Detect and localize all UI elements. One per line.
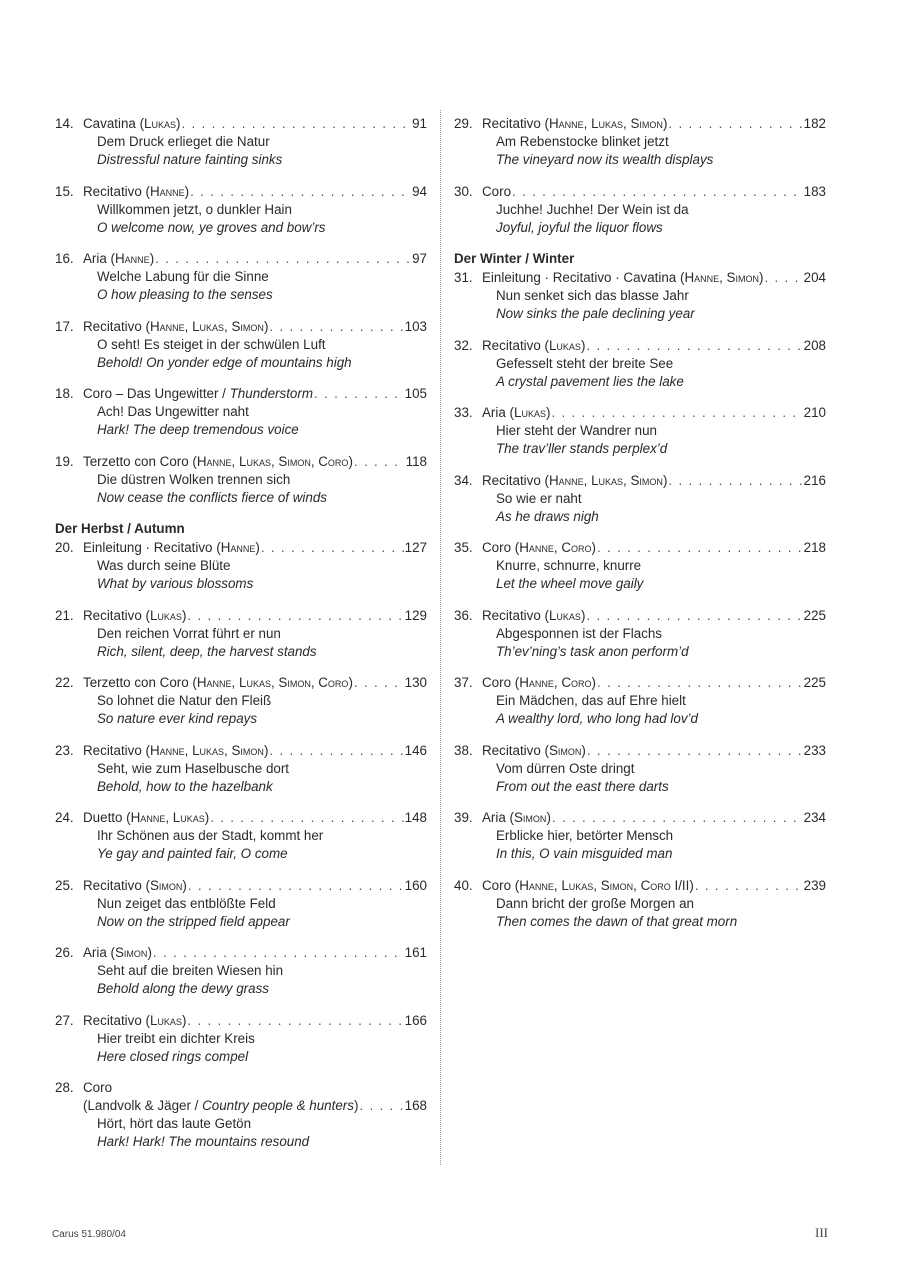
entry-english-text: A wealthy lord, who long had lov’d (496, 711, 698, 726)
entry-heading-line (454, 183, 826, 201)
entry-page: 161 (404, 945, 427, 960)
leader-dots (586, 607, 802, 625)
entry-german-text: Juchhe! Juchhe! Der Wein ist da (496, 201, 689, 217)
entry-german-text: O seht! Es steiget in der schwülen Luft (97, 336, 326, 352)
entry-number: 33. (454, 405, 473, 420)
entry-page: 129 (404, 607, 427, 623)
entry-german-text: Ihr Schönen aus der Stadt, kommt her (97, 828, 324, 843)
entry-number: 21. (55, 607, 74, 623)
toc-entry-28 (55, 1079, 427, 1151)
entry-german-text: Nun senket sich das blasse Jahr (496, 288, 689, 303)
entry-english-text: Ye gay and painted fair, O come (97, 846, 288, 861)
entry-english-text: Behold, how to the hazelbank (97, 778, 273, 794)
entry-english-text: A crystal pavement lies the lake (496, 373, 684, 389)
toc-entry (55, 385, 427, 439)
toc-entry (454, 539, 826, 593)
entry-german-text: Abgesponnen ist der Flachs (496, 625, 662, 641)
entry-german-text: Seht, wie zum Haselbusche dort (97, 760, 290, 776)
entry-heading-line (55, 318, 427, 336)
entry-german-text: Vom dürren Oste dringt (496, 760, 635, 776)
toc-entry (454, 742, 826, 796)
section-heading-winter: Der Winter / Winter (454, 251, 575, 266)
entry-heading-line (55, 877, 427, 895)
entry-title: Duetto (Hanne, Lukas) (83, 810, 210, 825)
entry-number: 29. (454, 116, 473, 131)
toc-entry (454, 809, 826, 863)
leader-dots (354, 674, 404, 692)
leader-dots (512, 183, 803, 201)
entry-heading-line (55, 809, 427, 827)
entry-title: Recitativo (Lukas) (482, 607, 586, 623)
entry-heading-line (454, 269, 826, 287)
entry-heading-line (454, 607, 826, 625)
page-number: III (815, 1225, 828, 1240)
entry-number: 27. (55, 1012, 74, 1028)
leader-dots (587, 742, 803, 760)
entry-english-text: Now sinks the pale declining year (496, 306, 695, 321)
leader-dots (314, 385, 404, 403)
entry-title: Coro (Hanne, Lukas, Simon, Coro I/II) (482, 877, 694, 893)
entry-heading-line (454, 809, 826, 827)
entry-english-text: O welcome now, ye groves and bow’rs (97, 219, 326, 235)
entry-german-text: So wie er naht (496, 490, 582, 506)
entry-page: 216 (803, 472, 826, 488)
leader-dots (153, 944, 404, 962)
entry-number: 34. (454, 472, 473, 488)
entry-page: 97 (412, 251, 427, 266)
toc-entry (55, 318, 427, 372)
entry-number: 15. (55, 183, 74, 199)
entry-page: 233 (803, 742, 826, 758)
entry-german-text: Willkommen jetzt, o dunkler Hain (97, 201, 292, 217)
entry-title: Recitativo (Hanne, Lukas, Simon) (83, 318, 269, 334)
entry-english-text: Let the wheel move gaily (496, 576, 644, 591)
entry-page: 103 (404, 318, 427, 334)
entry-german-text: Den reichen Vorrat führt er nun (97, 625, 281, 641)
entry-english-text: Here closed rings compel (97, 1048, 249, 1064)
entry-page: 105 (404, 386, 427, 401)
entry-heading-line (454, 539, 826, 557)
entry-page: 239 (803, 877, 826, 893)
leader-dots (597, 674, 803, 692)
entry-english-text: Then comes the dawn of that great morn (496, 913, 738, 929)
entry-page: 94 (412, 183, 427, 199)
leader-dots (551, 404, 802, 422)
entry-number: 35. (454, 540, 473, 555)
entry-german-text: Ach! Das Ungewitter naht (97, 404, 249, 419)
entry-number: 40. (454, 877, 473, 893)
entry-title: Aria (Hanne) (83, 251, 155, 266)
toc-entry (454, 337, 826, 391)
toc-entry (454, 607, 826, 661)
entry-german-text: Dann bricht der große Morgen an (496, 895, 694, 911)
leader-dots (210, 809, 403, 827)
entry-number: 16. (55, 251, 74, 266)
entry-english-text: Now cease the conflicts fierce of winds (97, 489, 327, 505)
entry-title: Einleitung · Recitativo (Hanne) (83, 540, 260, 555)
entry-english-text: O how pleasing to the senses (97, 287, 273, 302)
toc-entry (454, 183, 826, 237)
entries-left-a (55, 115, 427, 507)
entry-title: Coro (83, 1080, 113, 1095)
entry-heading-line (55, 944, 427, 962)
entry-german-text: Hört, hört das laute Getön (97, 1116, 252, 1131)
entry-page: 183 (803, 183, 826, 199)
toc-entry (55, 742, 427, 796)
leader-dots (269, 742, 403, 760)
entry-number: 36. (454, 607, 473, 623)
entry-page: 234 (803, 810, 826, 825)
entry-title: Terzetto con Coro (Hanne, Lukas, Simon, Coro) (83, 675, 353, 690)
entry-german-text: Was durch seine Blüte (97, 558, 231, 573)
entry-english-text: Hark! The deep tremendous voice (97, 422, 299, 437)
entry-title: Recitativo (Simon) (83, 877, 187, 893)
leader-dots (552, 809, 803, 827)
entry-number: 18. (55, 386, 74, 401)
entry-english-text: From out the east there darts (496, 778, 669, 794)
entry-title: Coro (Hanne, Coro) (482, 540, 596, 555)
entry-title: Coro (482, 183, 512, 199)
entry-number: 19. (55, 453, 74, 469)
entry-title: Recitativo (Lukas) (482, 337, 586, 353)
entry-page: 127 (404, 540, 427, 555)
entry-german-text: Hier treibt ein dichter Kreis (97, 1030, 255, 1046)
entry-heading-line (55, 115, 427, 133)
entry-number: 28. (55, 1080, 74, 1095)
entry-german-text: Gefesselt steht der breite See (496, 355, 674, 371)
entry-number: 39. (454, 810, 473, 825)
entry-page: 146 (404, 742, 427, 758)
entry-page: 148 (404, 810, 427, 825)
entry-english-text: Distressful nature fainting sinks (97, 152, 283, 167)
entry-page: 91 (412, 116, 427, 131)
leader-dots (359, 1097, 403, 1115)
toc-entry (55, 453, 427, 507)
entry-title: Recitativo (Hanne) (83, 183, 190, 199)
toc-entry (55, 607, 427, 661)
entry-english-text: What by various blossoms (97, 576, 254, 591)
toc-entry (454, 674, 826, 728)
toc-entry (454, 472, 826, 526)
entry-title: Recitativo (Hanne, Lukas, Simon) (83, 742, 269, 758)
leader-dots (187, 607, 403, 625)
entry-german-text: Seht auf die breiten Wiesen hin (97, 963, 284, 978)
entry-english-text: Th’ev’ning’s task anon perform’d (496, 643, 689, 659)
leader-dots (155, 250, 411, 268)
entry-title: Coro (Hanne, Coro) (482, 675, 596, 690)
entry-english-text: As he draws nigh (496, 508, 599, 524)
right-column (454, 115, 826, 944)
leader-dots (187, 1012, 403, 1030)
entry-number: 31. (454, 270, 473, 285)
entry-english-text: In this, O vain misguided man (496, 846, 673, 861)
entry-heading-line (454, 404, 826, 422)
entry-german-text: Ein Mädchen, das auf Ehre hielt (496, 693, 686, 708)
toc-entry (454, 877, 826, 931)
leader-dots (181, 115, 411, 133)
catalog-number: Carus 51.980/04 (52, 1229, 126, 1240)
entry-number: 30. (454, 183, 473, 199)
toc-entry (55, 183, 427, 237)
entry-german-text: Hier steht der Wandrer nun (496, 423, 658, 438)
entry-heading-line (454, 877, 826, 895)
entry-title: Recitativo (Hanne, Lukas, Simon) (482, 116, 668, 131)
entry-page: 166 (404, 1012, 427, 1028)
entry-german-text: So lohnet die Natur den Fleiß (97, 693, 272, 708)
leader-dots (597, 539, 803, 557)
entry-page: 182 (803, 116, 826, 131)
toc-entry (55, 944, 427, 998)
entry-english-text: Joyful, joyful the liquor flows (496, 219, 663, 235)
entry-english-text: Rich, silent, deep, the harvest stands (97, 643, 317, 659)
toc-entry (55, 115, 427, 169)
entry-title: Coro – Das Ungewitter / Thunderstorm (83, 386, 313, 401)
leader-dots (668, 472, 802, 490)
entry-english-text: Behold along the dewy grass (97, 981, 269, 996)
entry-heading-line (55, 453, 427, 471)
entry-number: 24. (55, 810, 74, 825)
leader-dots (190, 183, 411, 201)
entry-page: 225 (803, 675, 826, 690)
entry-page: 225 (803, 607, 826, 623)
entry-heading-line (55, 742, 427, 760)
entry-title: Einleitung · Recitativo · Cavatina (Hanne, Simon) (482, 270, 764, 285)
entry-title: Recitativo (Simon) (482, 742, 586, 758)
entry-english-text: Behold! On yonder edge of mountains high (97, 354, 352, 370)
entries-right-a (454, 115, 826, 237)
column-divider (440, 110, 441, 1165)
entry-heading-line (454, 472, 826, 490)
leader-dots (695, 877, 803, 895)
entry-page: 118 (405, 453, 427, 469)
entry-english-text: So nature ever kind repays (97, 711, 258, 726)
entry-number: 23. (55, 742, 74, 758)
entry-number: 26. (55, 945, 74, 960)
leader-dots (269, 318, 403, 336)
entry-heading-line (454, 742, 826, 760)
entry-title-cont: (Landvolk & Jäger / Country people & hunters) (83, 1098, 359, 1113)
entry-page: 208 (803, 337, 826, 353)
leader-dots (668, 115, 802, 133)
entry-title: Cavatina (Lukas) (83, 116, 181, 131)
entries-left-b (55, 539, 427, 1066)
leader-dots (261, 539, 404, 557)
left-column (55, 115, 427, 1165)
entry-german-text: Nun zeiget das entblößte Feld (97, 895, 276, 911)
entry-german-text: Dem Druck erlieget die Natur (97, 134, 270, 149)
entry-title: Recitativo (Lukas) (83, 607, 187, 623)
entry-heading-line (55, 385, 427, 403)
entry-title: Aria (Simon) (482, 810, 551, 825)
leader-dots (764, 269, 802, 287)
entry-german-text: Welche Labung für die Sinne (97, 269, 269, 284)
entry-heading-line (454, 674, 826, 692)
entries-right-b (454, 269, 826, 931)
toc-entry (55, 877, 427, 931)
entry-german-text: Erblicke hier, betörter Mensch (496, 828, 674, 843)
entry-page: 130 (404, 675, 427, 690)
entry-german-text: Die düstren Wolken trennen sich (97, 471, 291, 487)
toc-entry (55, 539, 427, 593)
entry-german-text: Am Rebenstocke blinket jetzt (496, 134, 669, 149)
entry-heading-line (55, 539, 427, 557)
entry-number: 20. (55, 540, 74, 555)
entry-number: 38. (454, 742, 473, 758)
entry-german-text: Knurre, schnurre, knurre (496, 558, 642, 573)
toc-entry (454, 404, 826, 458)
entry-english-text: Now on the stripped field appear (97, 913, 290, 929)
entry-english-text: Hark! Hark! The mountains resound (97, 1134, 310, 1149)
toc-entry (55, 674, 427, 728)
entry-number: 14. (55, 116, 74, 131)
toc-entry (55, 250, 427, 304)
entry-title: Aria (Simon) (83, 945, 152, 960)
entry-page: 168 (404, 1098, 427, 1113)
leader-dots (586, 337, 802, 355)
entry-heading-line (55, 183, 427, 201)
entry-number: 17. (55, 318, 74, 334)
entry-number: 22. (55, 675, 74, 690)
entry-heading-line (55, 250, 427, 268)
entry-number: 37. (454, 675, 473, 690)
entry-heading-line (55, 1012, 427, 1030)
entry-page: 210 (803, 405, 826, 420)
toc-entry (55, 1012, 427, 1066)
leader-dots (354, 453, 405, 471)
entry-title: Aria (Lukas) (482, 405, 551, 420)
entry-page: 204 (803, 270, 826, 285)
toc-entry (454, 115, 826, 169)
entry-title: Terzetto con Coro (Hanne, Lukas, Simon, Coro) (83, 453, 353, 469)
entry-page: 218 (803, 540, 826, 555)
entry-heading-line (55, 674, 427, 692)
section-heading-autumn: Der Herbst / Autumn (55, 521, 185, 536)
leader-dots (188, 877, 404, 895)
entry-title: Recitativo (Hanne, Lukas, Simon) (482, 472, 668, 488)
entry-number: 25. (55, 877, 74, 893)
entry-heading-line (454, 337, 826, 355)
entry-number: 32. (454, 337, 473, 353)
entry-english-text: The vineyard now its wealth displays (496, 152, 714, 167)
entry-title: Recitativo (Lukas) (83, 1012, 187, 1028)
entry-page: 160 (404, 877, 427, 893)
toc-entry (55, 809, 427, 863)
entry-english-text: The trav’ller stands perplex’d (496, 441, 668, 456)
toc-entry (454, 269, 826, 323)
entry-heading-line (454, 115, 826, 133)
entry-heading-line (55, 607, 427, 625)
